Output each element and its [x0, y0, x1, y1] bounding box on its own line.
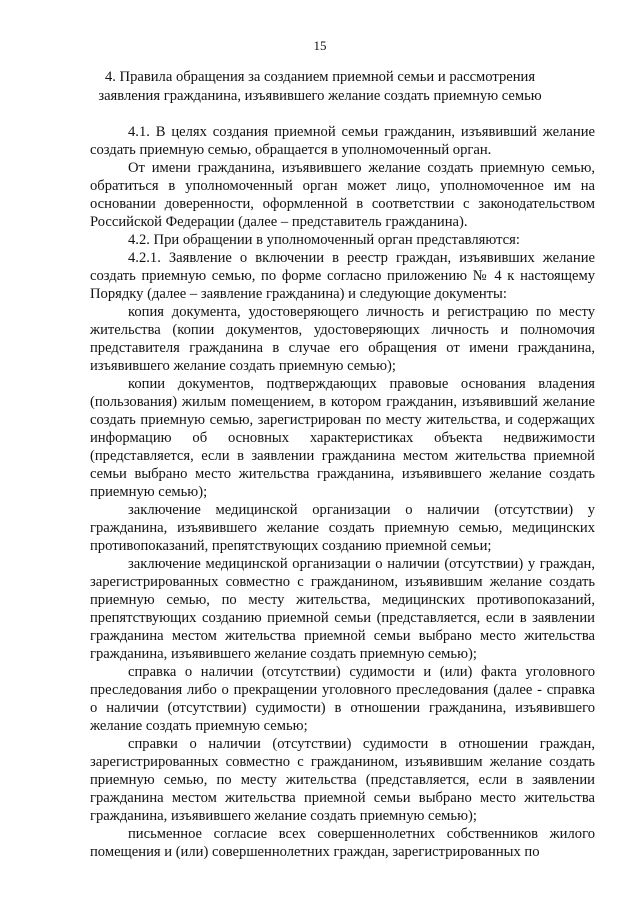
paragraph-4-2: 4.2. При обращении в уполномоченный орган представляются:: [128, 232, 520, 248]
list-item-medical-conclusion-cohabitants: заключение медицинской организации о наличии (отсутствии) у граждан, зарегистрированных совместно с гражданином, изъявившим желание создать приемную семью, по месту жительства, медицинских противопоказаний, препятствующих созданию приемной семьи (представляется, если в заявлении гражданина местом жительства приемной семьи выбрано место жительства гражданина, изъявившего желание создать приемную семью);: [90, 556, 595, 662]
list-item-medical-conclusion: заключение медицинской организации о наличии (отсутствии) у гражданина, изъявившего желание создать приемную семью, медицинских противопоказаний, препятствующих созданию приемной семьи;: [90, 502, 595, 554]
list-item-housing-documents: копии документов, подтверждающих правовые основания владения (пользования) жилым помещением, в котором гражданин, изъявивший желание создать приемную семью, зарегистрирован по месту жительства, и содержащих информацию об основных характеристиках объекта недвижимости (представляется, если в заявлении гражданина местом жительства приемной семьи выбрано место жительства гражданина, изъявившего желание создать приемную семью);: [90, 376, 595, 500]
list-item-written-consent: письменное согласие всех совершеннолетних собственников жилого помещения и (или) совершеннолетних граждан, зарегистрированных по: [90, 826, 595, 860]
list-item-identity-copy: копия документа, удостоверяющего личность и регистрацию по месту жительства (копии документов, удостоверяющих личность и полномочия представителя гражданина в случае его обращения от имени гражданина, изъявившего желание создать приемную семью);: [90, 304, 595, 374]
document-body: [90, 123, 595, 861]
list-item-criminal-record: справка о наличии (отсутствии) судимости и (или) факта уголовного преследования либо о прекращении уголовного преследования (далее - справка о наличии (отсутствии) судимости) в отношении гражданина, изъявившего желание создать приемную семью;: [90, 664, 595, 734]
page-number: 15: [313, 38, 327, 53]
paragraph-representative: От имени гражданина, изъявившего желание создать приемную семью, обратиться в уполномоченный орган может лицо, уполномоченное им на основании доверенности, оформленной в соответствии с законодательством Российской Федерации (далее – представитель гражданина).: [90, 160, 595, 230]
list-item-criminal-record-cohabitants: справки о наличии (отсутствии) судимости в отношении граждан, зарегистрированных совместно с гражданином, изъявившим желание создать приемную семью, по месту жительства (представляется, если в заявлении гражданина местом жительства приемной семьи выбрано место жительства гражданина, изъявившего желание создать приемную семью);: [90, 736, 595, 824]
paragraph-4-1: 4.1. В целях создания приемной семьи гражданин, изъявивший желание создать приемную семью, обращается в уполномоченный орган.: [90, 124, 595, 158]
paragraph-4-2-1: 4.2.1. Заявление о включении в реестр граждан, изъявивших желание создать приемную семью, по форме согласно приложению № 4 к настоящему Порядку (далее – заявление гражданина) и следующие документы:: [90, 250, 595, 302]
section-heading: 4. Правила обращения за созданием приемной семьи и рассмотрения заявления гражданина, изъявившего желание создать приемную семью: [98, 69, 542, 104]
